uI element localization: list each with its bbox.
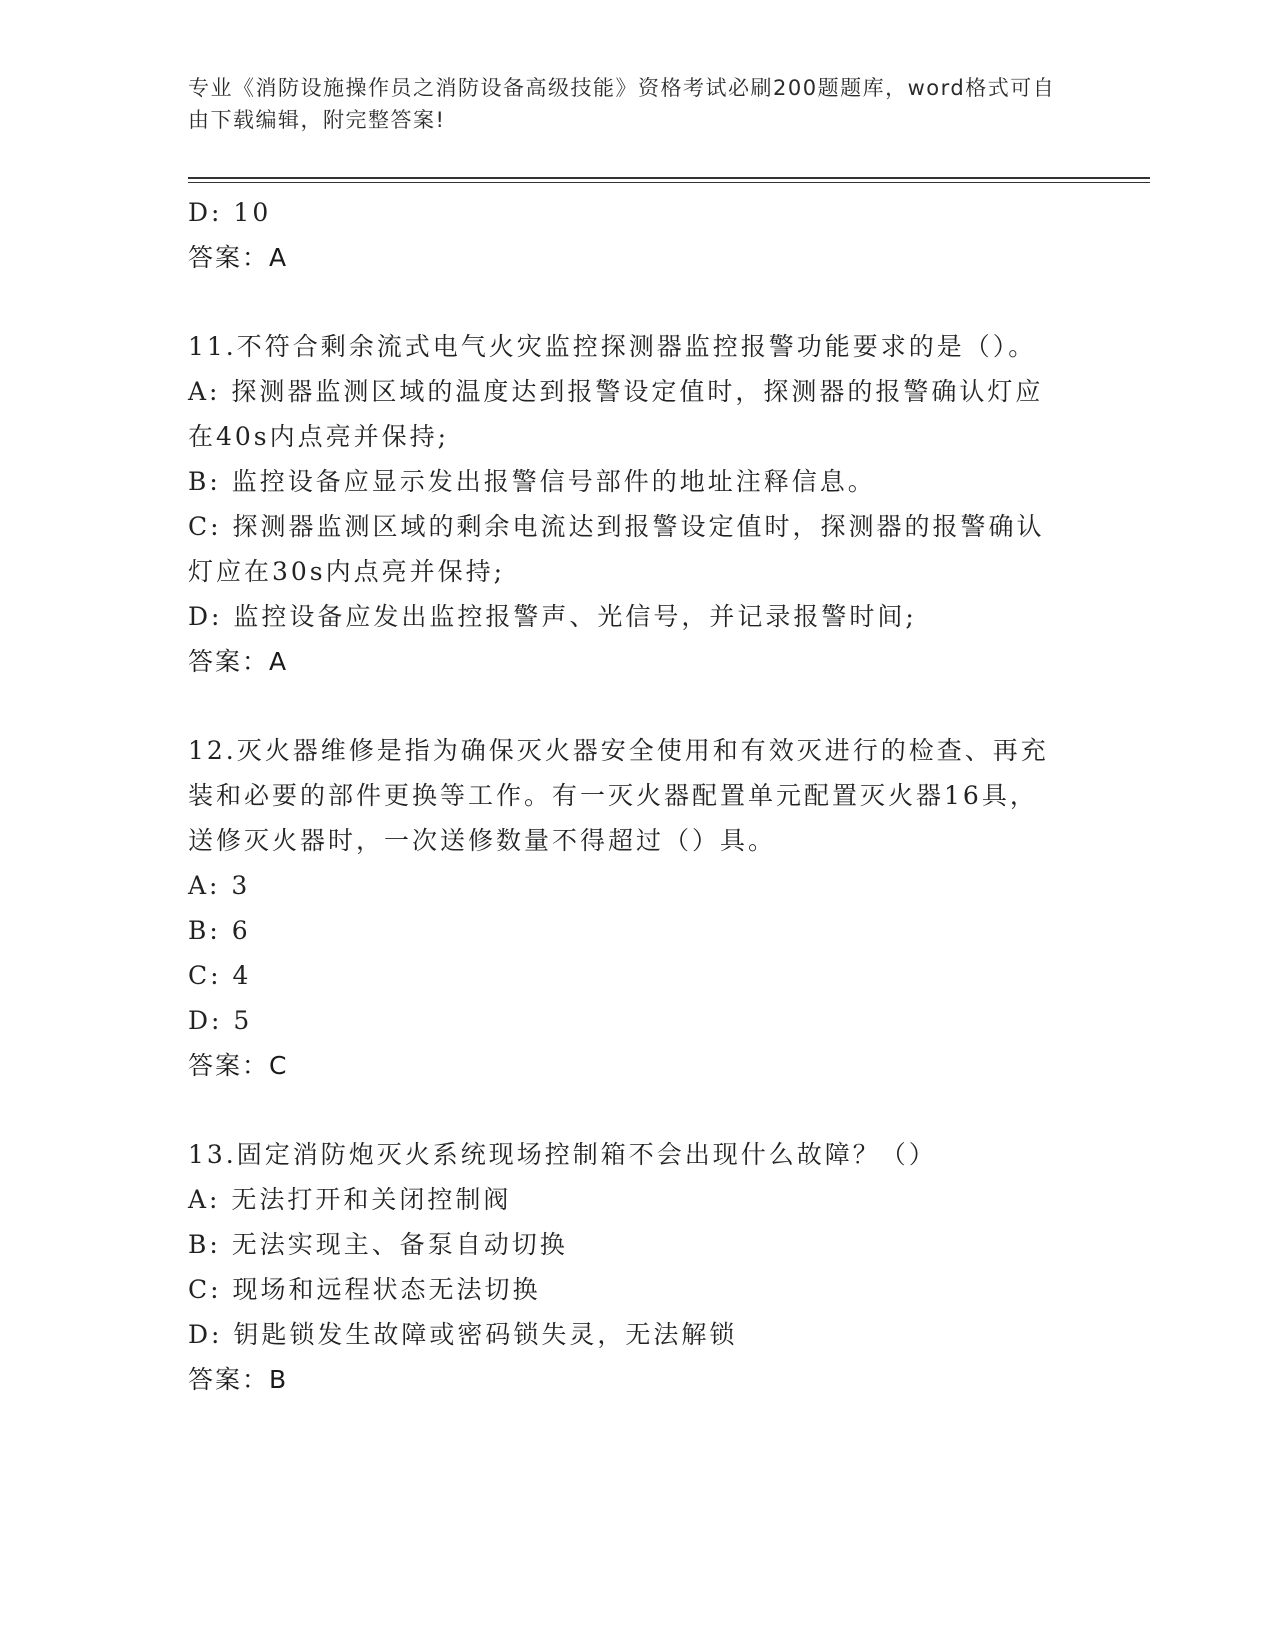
question-stem: 13.固定消防炮灭火系统现场控制箱不会出现什么故障？（） bbox=[188, 1140, 937, 1169]
option-c: C: 现场和远程状态无法切换 bbox=[188, 1275, 541, 1304]
option-c: C: 4 bbox=[188, 961, 252, 990]
option-d: D: 5 bbox=[188, 1006, 253, 1035]
answer-line: 答案：A bbox=[188, 243, 289, 272]
option-a: A: 无法打开和关闭控制阀 bbox=[188, 1185, 512, 1214]
document-body bbox=[188, 190, 1088, 1402]
option-d: D: 钥匙锁发生故障或密码锁失灵，无法解锁 bbox=[188, 1320, 738, 1349]
option-d: D: 10 bbox=[188, 198, 272, 227]
option-b: B: 监控设备应显示发出报警信号部件的地址注释信息。 bbox=[188, 467, 876, 496]
question-12 bbox=[188, 728, 1088, 1088]
header-divider-thick bbox=[188, 177, 1150, 179]
question-stem: 12.灭火器维修是指为确保灭火器安全使用和有效灭进行的检查、再充 bbox=[188, 736, 1049, 765]
option-a-cont: 在40s内点亮并保持; bbox=[188, 422, 450, 451]
spacer bbox=[188, 684, 1088, 728]
question-13 bbox=[188, 1132, 1088, 1402]
question-stem: 11.不符合剩余流式电气火灾监控探测器监控报警功能要求的是（）。 bbox=[188, 332, 1037, 361]
page-header: 专业《消防设施操作员之消防设备高级技能》资格考试必刷200题题库，word格式可自由下载编辑，附完整答案! bbox=[188, 76, 1056, 132]
previous-question-tail bbox=[188, 190, 1088, 280]
header-divider-thin bbox=[188, 182, 1150, 183]
option-a: A: 3 bbox=[188, 871, 251, 900]
spacer bbox=[188, 280, 1088, 324]
option-d: D: 监控设备应发出监控报警声、光信号，并记录报警时间; bbox=[188, 602, 917, 631]
question-11 bbox=[188, 324, 1088, 684]
spacer bbox=[188, 1088, 1088, 1132]
option-b: B: 无法实现主、备泵自动切换 bbox=[188, 1230, 568, 1259]
answer-line: 答案：B bbox=[188, 1365, 289, 1394]
question-stem-cont: 装和必要的部件更换等工作。有一灭火器配置单元配置灭火器16具， bbox=[188, 781, 1038, 810]
answer-line: 答案：A bbox=[188, 647, 289, 676]
option-a: A: 探测器监测区域的温度达到报警设定值时，探测器的报警确认灯应 bbox=[188, 377, 1044, 406]
option-c-cont: 灯应在30s内点亮并保持; bbox=[188, 557, 506, 586]
option-c: C: 探测器监测区域的剩余电流达到报警设定值时，探测器的报警确认 bbox=[188, 512, 1045, 541]
question-stem-cont: 送修灭火器时，一次送修数量不得超过（）具。 bbox=[188, 826, 777, 855]
option-b: B: 6 bbox=[188, 916, 251, 945]
answer-line: 答案：C bbox=[188, 1051, 289, 1080]
